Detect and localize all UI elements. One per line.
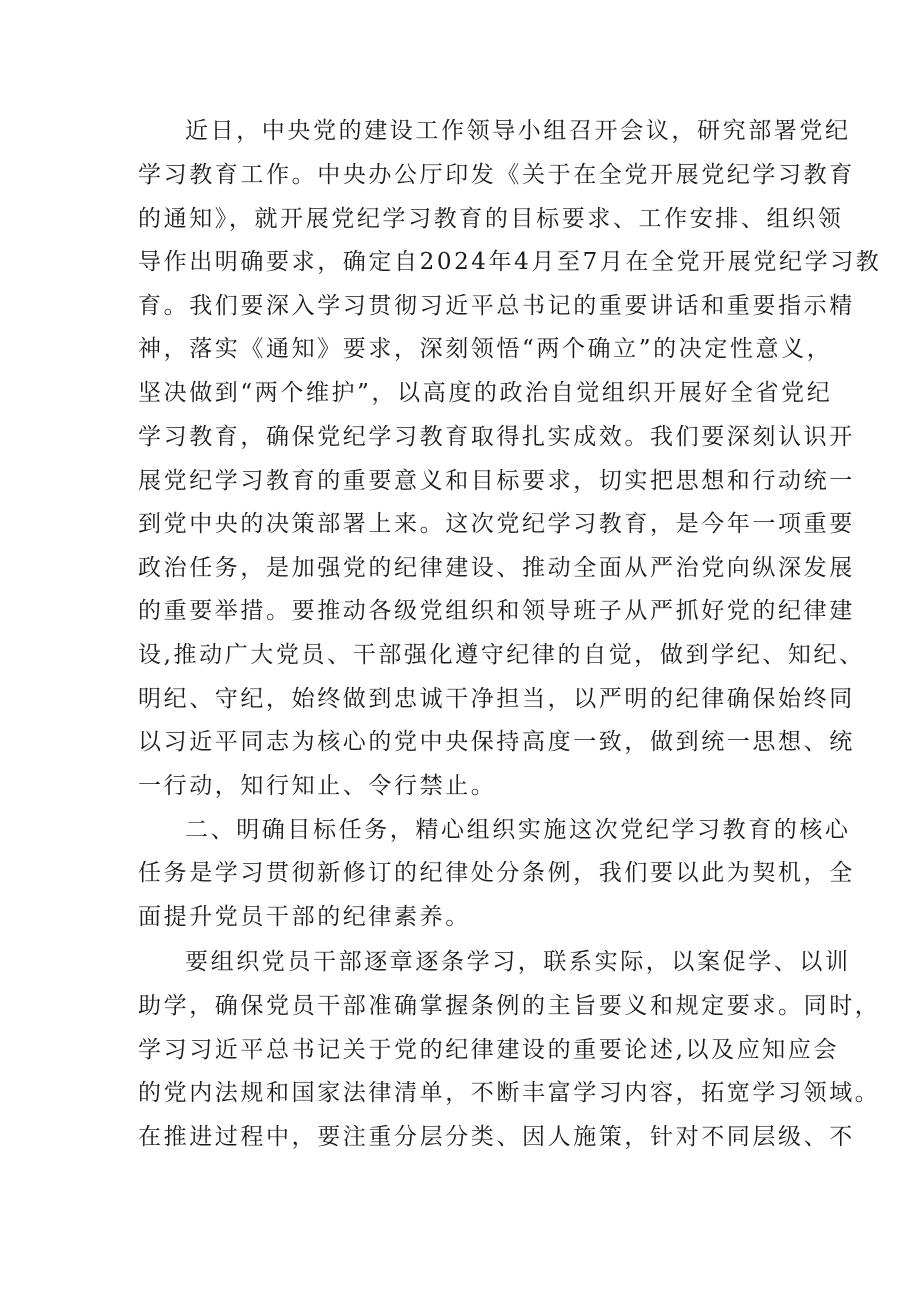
paragraph-line: 展党纪学习教育的重要意义和目标要求，切实把思想和行动统一	[138, 468, 855, 494]
paragraph-line: 任务是学习贯彻新修订的纪律处分条例，我们要以此为契机，全	[138, 860, 855, 886]
paragraph-line: 育。我们要深入学习贯彻习近平总书记的重要讲话和重要指示精	[138, 293, 855, 319]
paragraph-line: 学习教育，确保党纪学习教育取得扎实成效。我们要深刻认识开	[138, 424, 855, 450]
section-heading-line: 二、明确目标任务，精心组织实施这次党纪学习教育的核心	[185, 817, 851, 843]
paragraph-line: 学习习近平总书记关于党的纪律建设的重要论述,以及应知应会	[138, 1037, 840, 1063]
paragraph-line: 的通知》，就开展党纪学习教育的目标要求、工作安排、组织领	[138, 206, 844, 232]
paragraph-line: 面提升党员干部的纪律素养。	[138, 904, 471, 930]
paragraph-line: 政治任务，是加强党的纪律建设、推动全面从严治党向纵深发展	[138, 555, 855, 581]
paragraph-line: 的重要举措。要推动各级党组织和领导班子从严抓好党的纪律建	[138, 598, 855, 624]
paragraph-line: 学习教育工作。中央办公厅印发《关于在全党开展党纪学习教育	[138, 162, 855, 188]
paragraph-line: 近日，中央党的建设工作领导小组召开会议，研究部署党纪	[185, 118, 851, 144]
paragraph-line: 到党中央的决策部署上来。这次党纪学习教育，是今年一项重要	[138, 511, 855, 537]
paragraph-line: 设,推动广大党员、干部强化遵守纪律的自觉，做到学纪、知纪、	[138, 642, 865, 668]
paragraph-line: 的党内法规和国家法律清单，不断丰富学习内容，拓宽学习领域。	[138, 1080, 881, 1106]
paragraph-line: 神，落实《通知》要求，深刻领悟“两个确立”的决定性意义，	[138, 336, 833, 362]
paragraph-line: 在推进过程中，要注重分层分类、因人施策，针对不同层级、不	[138, 1124, 855, 1150]
paragraph-line: 助学，确保党员干部准确掌握条例的主旨要义和规定要求。同时，	[138, 993, 881, 1019]
paragraph-line: 要组织党员干部逐章逐条学习，联系实际，以案促学、以训	[185, 949, 851, 975]
paragraph-line: 明纪、守纪，始终做到忠诚干净担当，以严明的纪律确保始终同	[138, 686, 855, 712]
paragraph-line: 导作出明确要求，确定自2024年4月至7月在全党开展党纪学习教	[138, 249, 882, 275]
paragraph-line: 以习近平同志为核心的党中央保持高度一致，做到统一思想、统	[138, 729, 855, 755]
paragraph-line: 一行动，知行知止、令行禁止。	[138, 773, 497, 799]
paragraph-line: 坚决做到“两个维护”，以高度的政治自觉组织开展好全省党纪	[138, 380, 833, 406]
